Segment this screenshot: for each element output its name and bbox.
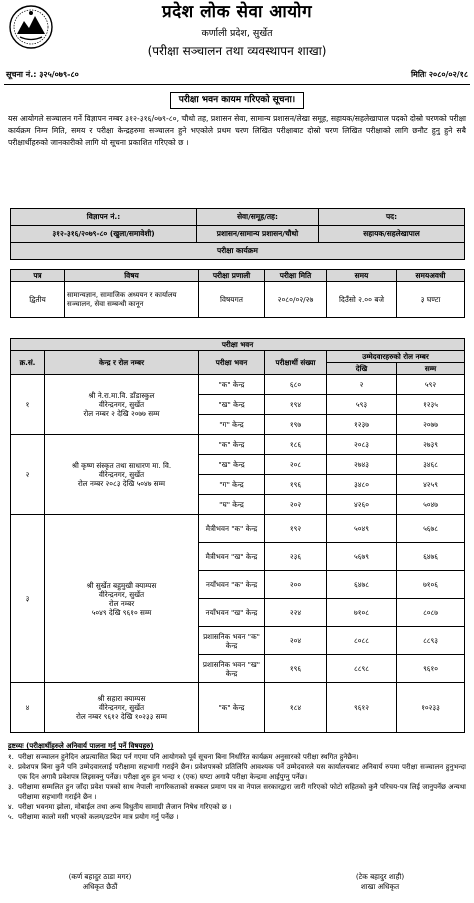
roll-to: ८०८७ bbox=[397, 599, 465, 627]
hall-name: "ख" केन्द्र bbox=[199, 395, 265, 415]
note-text: परीक्षामा सम्मलित हुन जाँदा प्रवेश पत्रको साथ नेपाली नागरिकताको सक्कल प्रमाण पत्र वा नेपाल सरकारद्वारा जारी गरिएको फोटो सहितको कुनै परिचय-पत्र लिई जानुपर्नेछ अन्यथा परीक्षामा सहभागी गराईने छैन । bbox=[18, 782, 466, 801]
notice-title bbox=[0, 92, 474, 109]
advertisement-value-row bbox=[11, 226, 465, 243]
centre-name-line: रोल नम्बर ९६१२ देखि १०२३३ सम्म bbox=[76, 712, 167, 721]
notice-number: सूचना नं.: ३२५/०७९-८० bbox=[6, 70, 79, 79]
post-header: पद: bbox=[319, 209, 465, 226]
note-number: ४. bbox=[8, 802, 14, 811]
signatory-right-role: शाखा अधिकृत bbox=[360, 882, 400, 892]
note-text: परीक्षा सञ्चालन हुनेदिन अप्रत्यासित बिदा पर्न गएमा पनि आयोगको पूर्व सूचना बिना निर्धारित कार्यक्रम अनुसारको परीक्षा स्थगित हुनेछैन। bbox=[18, 752, 359, 761]
centre-row bbox=[11, 515, 465, 543]
candidate-count: १९७ bbox=[265, 415, 327, 435]
candidate-count: २०२ bbox=[265, 495, 327, 515]
col-subject: विषय bbox=[65, 270, 199, 282]
note-item bbox=[8, 753, 466, 763]
col-time: समय bbox=[327, 270, 397, 282]
duration-value: ३ घण्टा bbox=[397, 282, 465, 318]
col-count: परीक्षार्थी संख्या bbox=[265, 351, 327, 375]
note-number: १. bbox=[8, 752, 14, 761]
centre-name-line: वीरेन्द्रनगर, सुर्खेत bbox=[98, 400, 145, 409]
centre-name-line: ५०४९ देखि ९६१० सम्म bbox=[91, 607, 152, 617]
program-title-row bbox=[11, 243, 465, 260]
roll-from: ५६७९ bbox=[327, 543, 397, 571]
centre-name-line: वीरेन्द्रनगर, सुर्खेत bbox=[98, 589, 145, 599]
centre-name bbox=[45, 375, 199, 435]
signatory-left-name: (कर्ण बहादुर ठाडा मगर) bbox=[68, 872, 132, 881]
paper-value: द्वितीय bbox=[11, 282, 65, 318]
roll-from: २ bbox=[327, 375, 397, 395]
hall-name: "क" केन्द्र bbox=[199, 435, 265, 455]
roll-from: ४२६० bbox=[327, 495, 397, 515]
notes-heading: द्रष्टव्यः (परीक्षार्थीहरुले अनिवार्य पालना गर्नु पर्ने विषयहरु) bbox=[8, 742, 154, 750]
roll-to: १२३५ bbox=[397, 395, 465, 415]
roll-from: ८०८८ bbox=[327, 627, 397, 655]
service-header: सेवा/समूह/तह: bbox=[197, 209, 319, 226]
centre-name bbox=[45, 515, 199, 683]
candidate-count: २३६ bbox=[265, 543, 327, 571]
roll-to: २०७७ bbox=[397, 415, 465, 435]
centre-row bbox=[11, 683, 465, 733]
hall-name: "घ" केन्द्र bbox=[199, 495, 265, 515]
note-text: परीक्षामा कालो मसी भएको कलम/डटपेन मात्र प्रयोग गर्नु पर्नेछ । bbox=[18, 812, 179, 821]
candidate-count: २२४ bbox=[265, 599, 327, 627]
col-paper: पत्र bbox=[11, 270, 65, 282]
roll-to: ३४६८ bbox=[397, 455, 465, 475]
centre-name-line: वीरेन्द्रनगर, सुर्खेत bbox=[98, 703, 145, 712]
schedule-header-row bbox=[11, 270, 465, 282]
branch-name: (परीक्षा सञ्चालन तथा व्यवस्थापन शाखा) bbox=[147, 44, 327, 58]
note-number: ३. bbox=[8, 782, 14, 791]
roll-from: ७१०८ bbox=[327, 599, 397, 627]
hall-name: "ख" केन्द्र bbox=[199, 455, 265, 475]
col-centre: केन्द्र र रोल नम्बर bbox=[45, 351, 199, 375]
centre-row bbox=[11, 375, 465, 395]
post-value: सहायक/सहलेखापाल bbox=[319, 226, 465, 243]
roll-to: ५०४७ bbox=[397, 495, 465, 515]
col-roll: उम्मेदवारहरुको रोल नम्बर bbox=[327, 351, 465, 363]
roll-from: ५९३ bbox=[327, 395, 397, 415]
roll-to: ४२५९ bbox=[397, 475, 465, 495]
centre-name bbox=[45, 435, 199, 515]
roll-from: ६४७८ bbox=[327, 571, 397, 599]
roll-to: ५९२ bbox=[397, 375, 465, 395]
hall-name: "ग" केन्द्र bbox=[199, 475, 265, 495]
note-text: प्रवेशपत्र बिना कुनै पनि उम्मेदवारलाई परीक्षामा सहभागी गराईने छैन। प्रवेशपत्रको प्रतिलिपि आवश्यक पर्ने उम्मेदवारले यस कार्यालयबाट अनिवार्य रुपमा परीक्षा सञ्चालन हुनुभन्दा एक दिन अगावै प्रवेशपत्र लिइसक्नु पर्नेछ। परीक्षा शुरु हुन भन्दा १ (एक) घण्टा अगावै परीक्षा केन्द्रमा आईपुग्नु पर्नेछ। bbox=[18, 762, 466, 781]
candidate-count: १८६ bbox=[265, 435, 327, 455]
roll-to: ८८९३ bbox=[397, 627, 465, 655]
notes-list bbox=[8, 753, 466, 823]
hall-name: "क" केन्द्र bbox=[199, 683, 265, 733]
roll-to: ५६७८ bbox=[397, 515, 465, 543]
subject-value: सामान्यज्ञान, सामाजिक अध्ययन र कार्यालय सञ्चालन, सेवा सम्बन्धी कानून bbox=[65, 282, 199, 318]
centre-name-line: श्री कृष्ण संस्कृत तथा साधारण मा. वि. bbox=[71, 461, 172, 470]
signatory-right-name: (टेक बहादुर शाही) bbox=[355, 872, 405, 881]
service-value: प्रशासन/सामान्य प्रशासन/चौथो bbox=[197, 226, 319, 243]
roll-to: ६४७६ bbox=[397, 543, 465, 571]
candidate-count: १९४ bbox=[265, 395, 327, 415]
notice-title-text: परीक्षा भवन कायम गरिएको सूचना। bbox=[170, 92, 304, 109]
adv-value: ३१२-३१६/२०७९-८० (खुला/समावेशी) bbox=[11, 226, 197, 243]
roll-from: ८८९८ bbox=[327, 655, 397, 683]
centre-name-line: श्री ने.रा.मा.वि. डाँडास्कुल bbox=[88, 391, 155, 400]
bhawan-title-row bbox=[11, 339, 465, 351]
roll-from: १२३७ bbox=[327, 415, 397, 435]
roll-from: २०८३ bbox=[327, 435, 397, 455]
advertisement-table bbox=[10, 208, 465, 260]
candidate-count: १९६ bbox=[265, 655, 327, 683]
centre-sn: २ bbox=[11, 435, 45, 515]
col-hall: परीक्षा भवन bbox=[199, 351, 265, 375]
hall-name: नयाँभवन "ख" केन्द्र bbox=[199, 599, 265, 627]
org-address: कर्णाली प्रदेश, सुर्खेत bbox=[201, 28, 273, 39]
centre-sn: ३ bbox=[11, 515, 45, 683]
time-value: दिउँसो २.०० बजे bbox=[327, 282, 397, 318]
centre-row bbox=[11, 435, 465, 455]
advertisement-header-row bbox=[11, 209, 465, 226]
signature-right bbox=[300, 872, 460, 893]
schedule-row bbox=[11, 282, 465, 318]
hall-name: नयाँभवन "क" केन्द्र bbox=[199, 571, 265, 599]
roll-from: २७४३ bbox=[327, 455, 397, 475]
centre-sn: १ bbox=[11, 375, 45, 435]
col-duration: समयअवधी bbox=[397, 270, 465, 282]
col-date: परीक्षा मिति bbox=[265, 270, 327, 282]
candidate-count: २०० bbox=[265, 571, 327, 599]
centre-name-line: रोल नम्बर २ देखि २०७७ सम्म bbox=[83, 409, 160, 418]
intro-paragraph: यस आयोगले सञ्चालन गर्ने विज्ञापन नम्बर ३१२-३१६/०७९-८०, चौथो तह, प्रशासन सेवा, सामान्य प्रशासन/लेखा समूह, सहायक/सहलेखापाल पदको दोस्रो चरणको परीक्षा कार्यक्रम निम्न मिति, समय र परीक्षा केन्द्रहरुमा सञ्चालन हुने भएकोले प्रथम चरण लिखित परीक्षाबाट दोस्रो चरण लिखित परीक्षाको लागि छनौट हुनु हुने सबै परीक्षार्थीहरुको जानकारीको लागि यो सूचना प्रकाशित गरिएको छ । bbox=[8, 114, 466, 147]
system-value: विषयगत bbox=[199, 282, 265, 318]
col-system: परीक्षा प्रणाली bbox=[199, 270, 265, 282]
org-name: प्रदेश लोक सेवा आयोग bbox=[161, 2, 313, 22]
note-item bbox=[8, 813, 466, 823]
notice-date: मितिः २०८०/०२/१८ bbox=[410, 70, 468, 79]
signature-left bbox=[20, 872, 180, 893]
roll-to: ९६१० bbox=[397, 655, 465, 683]
note-number: ५. bbox=[8, 812, 14, 821]
col-roll-from: देखि bbox=[327, 363, 397, 375]
centre-name-line: श्री सहारा क्याम्पस bbox=[97, 694, 146, 703]
date-value: २०८०/०२/२७ bbox=[265, 282, 327, 318]
schedule-table bbox=[10, 269, 465, 318]
centre-name-line: रोल नम्बर २०८३ देखि ५०४७ सम्म bbox=[77, 479, 166, 488]
centre-name-line: वीरेन्द्रनगर, सुर्खेत bbox=[98, 470, 145, 479]
centre-table bbox=[10, 338, 465, 733]
roll-from: ३४८० bbox=[327, 475, 397, 495]
note-item bbox=[8, 783, 466, 803]
divider bbox=[4, 84, 470, 85]
candidate-count: २०८ bbox=[265, 455, 327, 475]
program-title: परीक्षा कार्यक्रम bbox=[11, 243, 465, 260]
notes-section bbox=[8, 742, 466, 823]
letterhead bbox=[0, 0, 474, 68]
note-text: परीक्षा भवनमा झोला, मोबाईल तथा अन्य विधुतीय सामाग्री लैजान निषेध गरिएको छ । bbox=[18, 802, 232, 811]
hall-name: "ग" केन्द्र bbox=[199, 415, 265, 435]
roll-to: १०२३३ bbox=[397, 683, 465, 733]
candidate-count: १९२ bbox=[265, 515, 327, 543]
candidate-count: १९६ bbox=[265, 475, 327, 495]
note-item bbox=[8, 803, 466, 813]
hall-name: प्रशासनिक भवन "क" केन्द्र bbox=[199, 627, 265, 655]
roll-from: ५०४९ bbox=[327, 515, 397, 543]
centre-header-row bbox=[11, 351, 465, 363]
col-roll-to: सम्म bbox=[397, 363, 465, 375]
signatory-left-role: अधिकृत छैठौं bbox=[82, 882, 118, 892]
centre-sn: ४ bbox=[11, 683, 45, 733]
bhawan-title: परीक्षा भवन bbox=[11, 339, 465, 351]
hall-name: मैत्रीभवन "ख" केन्द्र bbox=[199, 543, 265, 571]
candidate-count: २०४ bbox=[265, 627, 327, 655]
roll-from: ९६१२ bbox=[327, 683, 397, 733]
roll-to: २७३९ bbox=[397, 435, 465, 455]
centre-name bbox=[45, 683, 199, 733]
adv-header: विज्ञापन नं.: bbox=[11, 209, 197, 226]
candidate-count: ६८० bbox=[265, 375, 327, 395]
note-number: २. bbox=[8, 762, 14, 771]
hall-name: "क" केन्द्र bbox=[199, 375, 265, 395]
note-item bbox=[8, 763, 466, 783]
col-sn: क्र.सं. bbox=[11, 351, 45, 375]
centre-name-line: रोल नम्बर bbox=[108, 598, 135, 608]
hall-name: मैत्रीभवन "क" केन्द्र bbox=[199, 515, 265, 543]
centre-name-line: श्री सुर्खेत बहुमुखी क्याम्पस bbox=[86, 580, 157, 590]
hall-name: प्रशासनिक भवन "ख" केन्द्र bbox=[199, 655, 265, 683]
roll-to: ७१०६ bbox=[397, 571, 465, 599]
candidate-count: १८४ bbox=[265, 683, 327, 733]
notice-meta bbox=[6, 70, 468, 82]
